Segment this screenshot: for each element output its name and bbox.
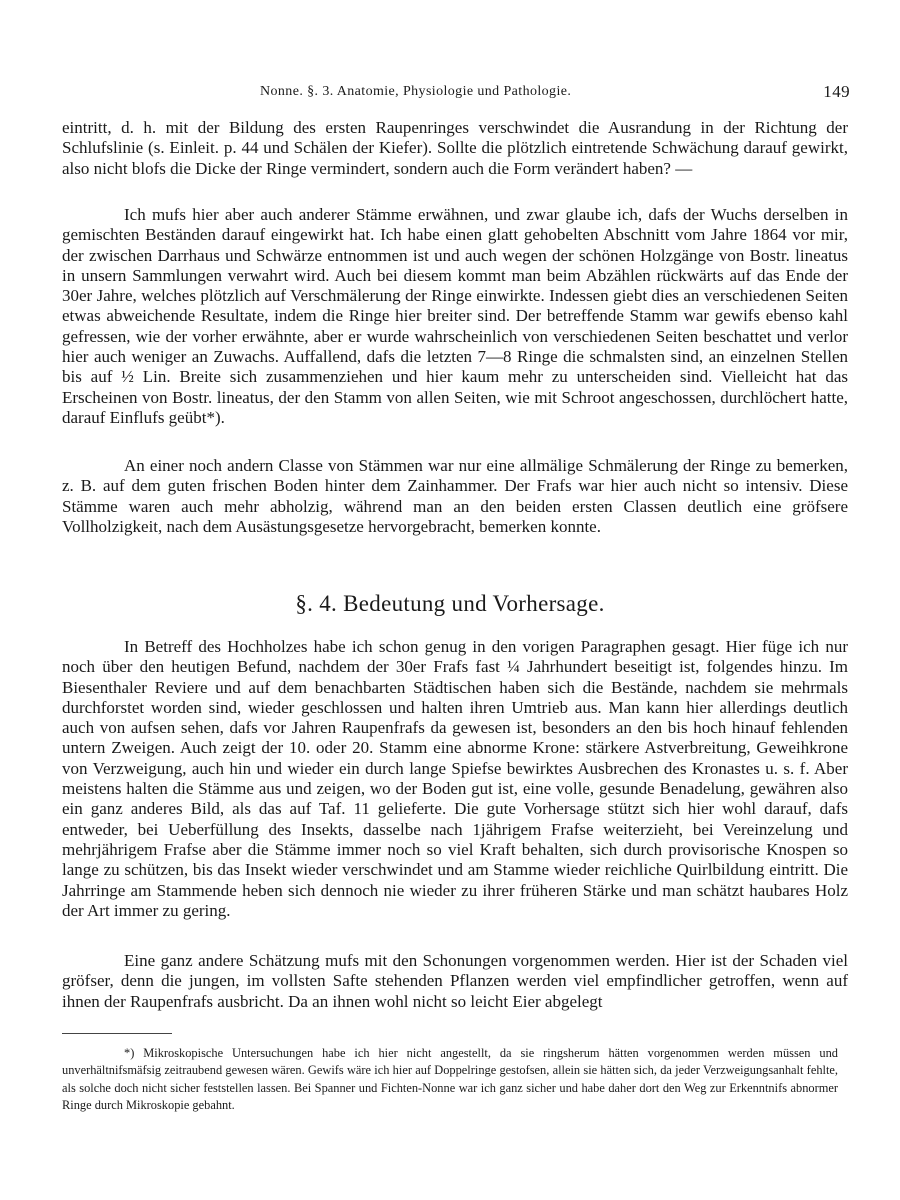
paragraph-schonungen <box>62 951 848 1012</box>
paragraph-other-stems <box>62 205 848 428</box>
footnote-text: *) Mikroskopische Untersuchungen habe ich hier nicht angestellt, da sie ringsherum hätten vorgenommen werden müssen und unverhältnifsmäfsig zeitraubend gewesen wären. Gewifs wäre ich hier auf Doppelringe gestofsen, allein sie hätten sich, da jeder Verzweigungsanhalt fehlte, als solche doch nicht sicher feststellen lassen. Bei Spanner und Fichten-Nonne war ich ganz sicher und habe daher dort den Weg zur Erkenntnifs abnormer Ringe durch Mikroskopie gebahnt. <box>62 1046 838 1113</box>
body-paragraph: Ich mufs hier aber auch anderer Stämme erwähnen, und zwar glaube ich, dafs der Wuchs derselben in gemischten Beständen darauf eingewirkt hat. Ich habe einen glatt gehobelten Abschnitt vom Jahre 1864 vor mir, der zwischen Darrhaus und Schwärze entnommen ist und auch wegen der schönen Holzgänge von Bostr. lineatus in unsern Sammlungen verwahrt wird. Auch bei diesem kommt man beim Abzählen rückwärts auf das Ende der 30er Jahre, welches plötzlich auf Verschmälerung der Ringe einwirkte. Indessen giebt dies an verschiedenen Seiten etwas abweichende Resultate, indem die Ringe hier breiter sind. Der betreffende Stamm war gewifs ebenso kahl gefressen, wie der vorher erwähnte, aber er wurde wahrscheinlich von verschiedenen Seiten beschattet und verlor hier auch weniger an Zuwachs. Auffallend, dafs die letzten 7—8 Ringe die schmalsten sind, an einzelnen Stellen bis auf ½ Lin. Breite sich zusammenziehen und hier kaum mehr zu unterscheiden sind. Vielleicht hat das Erscheinen von Bostr. lineatus, der den Stamm von allen Seiten, wie mit Schroot angeschossen, durchlöchert hatte, darauf Einflufs geübt*). <box>62 205 848 427</box>
continued-paragraph <box>62 118 848 179</box>
page-number: 149 <box>823 82 850 101</box>
body-paragraph: In Betreff des Hochholzes habe ich schon genug in den vorigen Paragraphen gesagt. Hier füge ich nur noch über den heutigen Befund, nachdem der 30er Frafs fast ¼ Jahrhundert beseitigt ist, folgendes hinzu. Im Biesenthaler Reviere und auf dem benachbarten Städtischen haben sich die Bestände, nachdem sie mehrmals durchforstet worden sind, wieder geschlossen und halten ihren Umtrieb aus. Man kann hier allerdings deutlich auch von aufsen sehen, dafs vor Jahren Raupenfrafs da gewesen ist, besonders an den bis hoch hinauf fehlenden untern Zweigen. Auch zeigt der 10. oder 20. Stamm eine abnorme Krone: stärkere Astverbreitung, Geweihkrone von Verzweigung, auch hin und wieder ein durch lange Spiefse bewirktes Ausbrechen des Kronastes u. s. f. Aber meistens halten die Stämme aus und zeigen, wo der Boden gut ist, eine volle, gesunde Benadelung, gewähren also ein ganz anderes Bild, als das auf Taf. 11 gelieferte. Die gute Vorhersage stützt sich hier wohl darauf, dafs entweder, bei Ueberfüllung des Insekts, dasselbe nach 1jährigem Frafse weiterzieht, bei Vereinzelung und mehrjährigem Frafse aber die Stämme immer noch so viel Kraft behalten, sich durch provisorische Knospen so lange zu schützen, bis das Insekt wieder verschwindet und am Stamme wieder reichliche Quirlbildung eintritt. Die Jahrringe am Stammende heben sich dennoch nie wieder zu ihrer früheren Stärke und man schätzt haubares Holz der Art immer zu gering. <box>62 637 848 920</box>
body-paragraph: An einer noch andern Classe von Stämmen war nur eine allmälige Schmälerung der Ringe zu bemerken, z. B. auf dem guten frischen Boden hinter dem Zainhammer. Der Frafs war hier auch nicht so intensiv. Diese Stämme waren auch mehr abholzig, während man an den beiden ersten Classen deutlich eine gröfsere Vollholzigkeit, nach dem Ausästungsgesetze hervorgebracht, bemerken konnte. <box>62 456 848 536</box>
footnote-divider <box>62 1033 172 1034</box>
paragraph-third-class <box>62 456 848 537</box>
body-paragraph: Eine ganz andere Schätzung mufs mit den Schonungen vorgenommen werden. Hier ist der Schaden viel gröfser, denn die jungen, im vollsten Safte stehenden Pflanzen werden viel empfindlicher getroffen, wenn auf ihnen der Raupenfrafs ausbricht. Da an ihnen wohl nicht so leicht Eier abgelegt <box>62 951 848 1011</box>
running-head: Nonne. §. 3. Anatomie, Physiologie und Pathologie. <box>260 84 572 99</box>
body-paragraph: eintritt, d. h. mit der Bildung des ersten Raupenringes verschwindet die Ausrandung in der Richtung der Schlufslinie (s. Einleit. p. 44 und Schälen der Kiefer). Sollte die plötzlich eintretende Schwächung darauf gewirkt, also nicht blofs die Dicke der Ringe vermindert, sondern auch die Form verändert haben? — <box>62 118 848 178</box>
paragraph-hochholz <box>62 637 848 921</box>
section-heading: §. 4. Bedeutung und Vorhersage. <box>295 591 605 616</box>
footnote <box>62 1045 838 1115</box>
